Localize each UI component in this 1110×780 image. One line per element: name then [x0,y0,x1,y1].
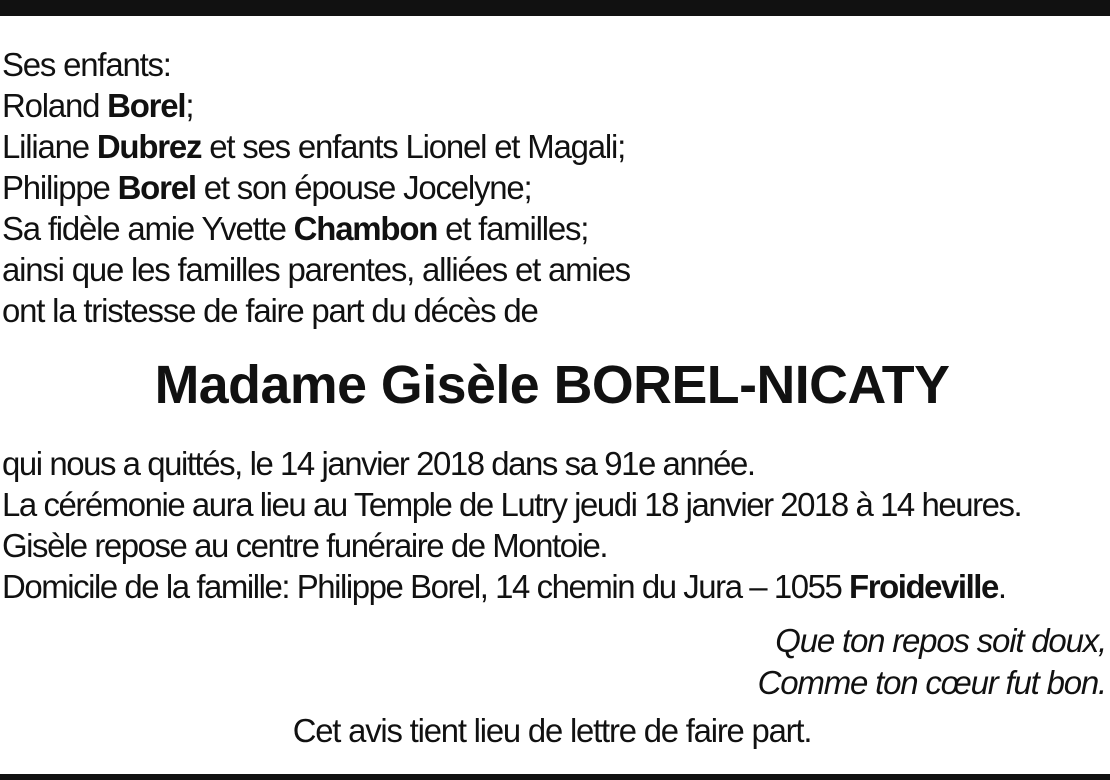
domicile-line: Domicile de la famille: Philippe Borel, 14 chemin du Jura – 1055 Froideville. [2,568,1006,605]
announcement-line: ont la tristesse de faire part du décès de [2,292,538,329]
bottom-border-rule [0,774,1110,780]
family-member-yvette: Sa fidèle amie Yvette Chambon et familles; [2,210,589,247]
notice-line: Cet avis tient lieu de lettre de faire part. [292,712,812,749]
epitaph [306,620,1106,704]
death-date-line: qui nous a quittés, le 14 janvier 2018 dans sa 91e année. [2,445,755,482]
family-heading: Ses enfants: [2,46,171,83]
epitaph-line-1: Que ton repos soit doux, [775,622,1106,659]
repose-line: Gisèle repose au centre funéraire de Montoie. [2,527,608,564]
family-list [2,44,1108,331]
epitaph-line-2: Comme ton cœur fut bon. [757,664,1106,701]
family-member-liliane: Liliane Dubrez et ses enfants Lionel et Magali; [2,128,626,165]
funeral-details [2,443,1108,607]
family-relatives: ainsi que les familles parentes, alliées et amies [2,251,630,288]
family-member-philippe: Philippe Borel et son épouse Jocelyne; [2,169,532,206]
family-member-roland: Roland Borel; [2,87,194,124]
ceremony-line: La cérémonie aura lieu au Temple de Lutry jeudi 18 janvier 2018 à 14 heures. [2,486,1022,523]
deceased-name: Madame Gisèle BOREL-NICATY [154,355,950,415]
top-border-rule [0,0,1110,16]
